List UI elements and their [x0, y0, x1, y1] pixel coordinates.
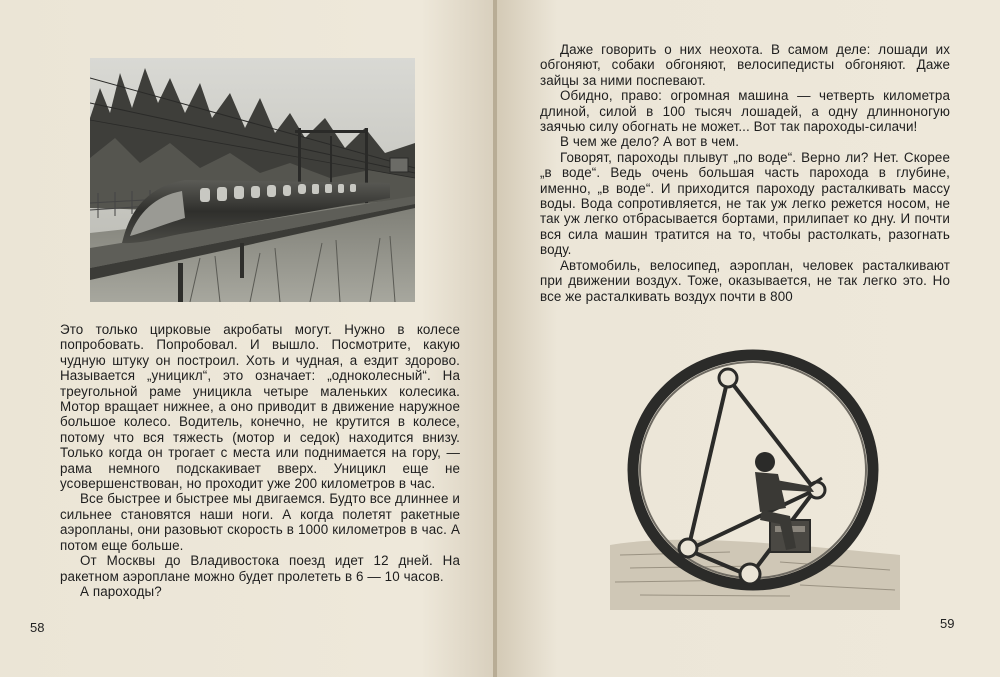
- page-number-right: 59: [940, 616, 955, 631]
- left-page: [0, 0, 495, 677]
- left-paragraph-1: Это только цирковые акробаты могут. Нужно в колесе попробовать. Попробовал. И вышло. Посмотрите, какую чудную штуку он построил. Хоть и чудная, а ездит здорово. Называется „уницикл“, это означает: „одноколесный“. На треугольной раме уницикла четыре маленьких колесика. Мотор вращает нижнее, а оно приводит в движение наружное большое колесо. Водитель, конечно, не крутится в колесе, потому что вся тяжесть (мотор и седок) находится внизу. Только когда он трогает с места или поднимается на гору, — рама немного подскакивает вверх. Уницикл еще не усовершенствован, но проходит уже 200 километров в час.: [60, 322, 460, 492]
- left-page-text: [60, 322, 460, 599]
- photo-svg: [90, 58, 415, 302]
- left-paragraph-4: А пароходы?: [80, 583, 162, 599]
- monorail-train-photo: [90, 58, 415, 302]
- left-paragraph-2: Все быстрее и быстрее мы двигаемся. Будто все длиннее и сильнее становятся наши ноги. А когда полетят ракетные аэропланы, они разовьют скорость в 1000 километров в час. А потом еще больше.: [60, 491, 460, 553]
- unicycle-svg: [610, 340, 900, 610]
- page-number-left: 58: [30, 620, 45, 635]
- right-paragraph-5: Автомобиль, велосипед, аэроплан, человек расталкивают при движении воздух. Тоже, оказывается, не так легко это. Но все же расталкивать воздух почти в 800: [540, 257, 950, 304]
- right-paragraph-2: Обидно, право: огромная машина — четверть километра длиной, силой в 100 тысяч лошадей, а одну длинноногую заячью силу обогнать не может... Вот так пароходы-силачи!: [540, 88, 950, 135]
- left-paragraph-3: От Москвы до Владивостока поезд идет 12 дней. На ракетном аэроплане можно будет пролететь в 6 — 10 часов.: [60, 553, 460, 584]
- right-page-text: [540, 42, 950, 304]
- right-paragraph-3: В чем же дело? А вот в чем.: [560, 134, 740, 150]
- unicycle-illustration: [610, 340, 900, 610]
- right-paragraph-1: Даже говорить о них неохота. В самом деле: лошади их обгоняют, собаки обгоняют, велосипедисты обгоняют. Даже зайцы за ними поспевают.: [540, 42, 950, 88]
- right-paragraph-4: Говорят, пароходы плывут „по воде“. Верно ли? Нет. Скорее „в воде“. Ведь очень большая часть парохода в глубине, именно, „в воде“. И приходится пароходу расталкивать массу воды. Вода сопротивляется, не так уж легко режется носом, не так уж легко отбрасывается бортами, прилипает ко дну. И почти вся сила машин тратится на то, чтобы растолкать, разогнать воду.: [540, 149, 950, 258]
